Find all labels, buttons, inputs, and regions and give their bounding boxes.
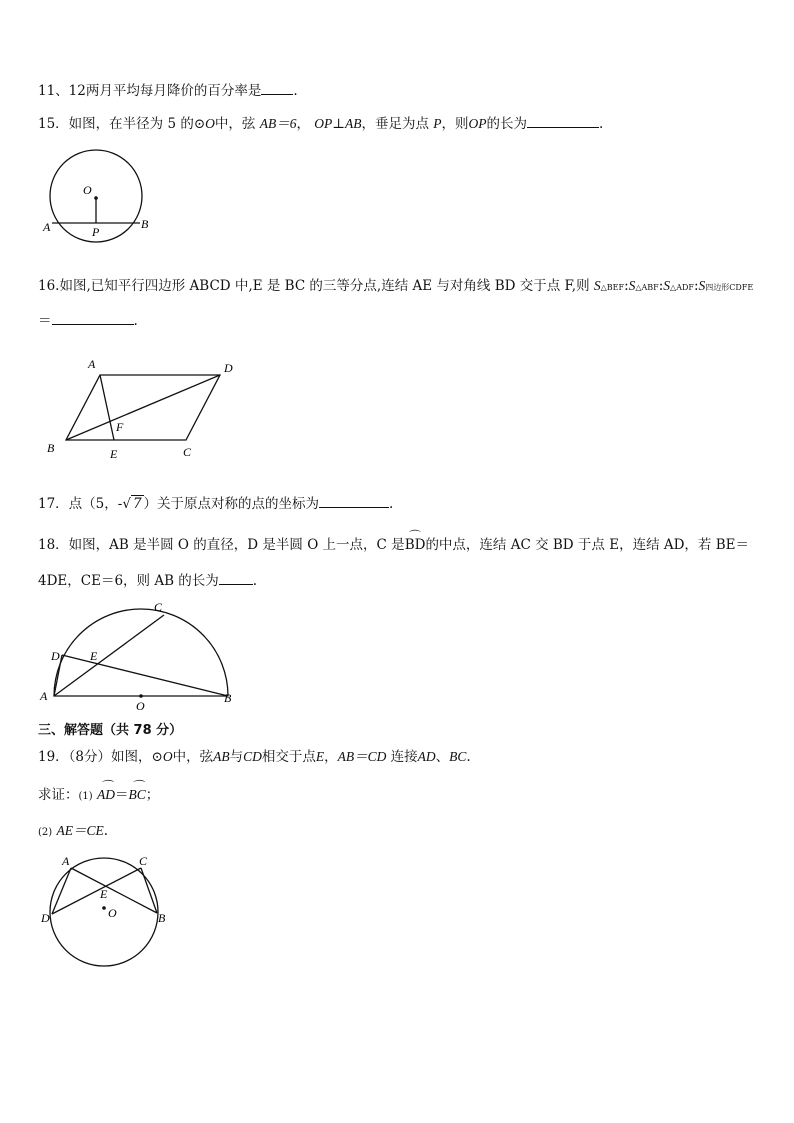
q19-mid1: 中，弦 <box>172 749 214 765</box>
q16-colon3: : <box>693 278 699 294</box>
q19-sep: 、 <box>435 749 450 765</box>
q16-eq: ＝ <box>38 313 52 329</box>
q11-end: . <box>293 83 298 99</box>
q15-mid3: ，则 <box>441 116 469 132</box>
q15-answer-blank[interactable] <box>527 115 599 128</box>
q15-label-A: A <box>43 220 51 234</box>
q15-label-O: O <box>83 183 92 197</box>
question-17 <box>38 495 393 513</box>
question-11 <box>38 82 298 100</box>
q18-label-A: A <box>40 689 48 703</box>
q16-text: 16.如图,已知平行四边形 ABCD 中,E 是 BC 的三等分点,连结 AE 与对角线 BD 交于点 F,则 <box>38 278 590 294</box>
question-19 <box>38 748 471 766</box>
q18-label-C: C <box>154 600 163 614</box>
q16-label-D: D <box>224 361 233 375</box>
q17-end: . <box>389 496 394 512</box>
q16-S1: S <box>593 278 601 293</box>
q18-figure <box>36 598 246 716</box>
q19-figure <box>38 850 178 994</box>
q19-label-B: B <box>158 911 166 925</box>
q15-label-P: P <box>92 225 100 239</box>
q16-answer-blank[interactable] <box>52 312 134 325</box>
q18-end: . <box>252 573 258 589</box>
question-18-line2 <box>38 572 257 590</box>
q19-part2-text: AE＝CE <box>56 823 104 838</box>
circle-symbol: ⊙ <box>193 116 206 132</box>
question-15 <box>38 115 603 133</box>
q19-label-A: A <box>62 854 70 868</box>
q16-S3: S <box>663 278 671 293</box>
circle-symbol: ⊙ <box>151 749 163 765</box>
q19-end: . <box>466 749 471 765</box>
q15-mid4: 的长为 <box>486 116 527 132</box>
q19-prove-line <box>38 786 159 806</box>
q19-mid2: 与 <box>229 749 244 765</box>
q19-prove-label: 求证： <box>38 787 79 803</box>
q16-label-C: C <box>183 445 192 459</box>
q18-answer-blank[interactable] <box>219 572 253 585</box>
q15-label-B: B <box>141 217 149 231</box>
q16-sub-adf: △ADF <box>670 283 694 292</box>
q19-comma: ， <box>324 749 338 765</box>
sqrt-sign: √ <box>122 496 131 512</box>
q16-label-A: A <box>88 357 96 371</box>
q19-CD: CD <box>243 749 262 764</box>
q17-prefix: 17．点（5，- <box>38 496 123 512</box>
q19-ab-eq-cd: AB＝CD <box>337 749 387 764</box>
q19-part2 <box>38 822 108 842</box>
q16-sub-bef: △BEF <box>600 283 625 292</box>
question-16 <box>38 277 753 297</box>
q16-label-B: B <box>47 441 55 455</box>
q15-mid1: 中，弦 <box>214 116 256 132</box>
q15-mid2: ，垂足为点 <box>361 116 429 132</box>
q16-figure <box>38 352 248 471</box>
q19-arc-bc: ⌒ BC <box>128 786 145 804</box>
q17-sqrt-value: 7 <box>132 496 142 512</box>
q19-mid3: 相交于点 <box>261 749 316 765</box>
q18-label-B: B <box>224 691 232 705</box>
q18-label-D: D <box>51 649 60 663</box>
q18-label-O: O <box>136 699 145 712</box>
q16-colon2: : <box>658 278 664 294</box>
q18-line1b: 的中点，连结 AC 交 BD 于点 E，连结 AD，若 BE＝ <box>425 537 750 553</box>
q19-AD: AD <box>417 749 436 764</box>
q18-label-E: E <box>90 649 98 663</box>
q19-label-O: O <box>108 906 117 920</box>
q19-part1-end: ； <box>145 787 160 803</box>
q19-prefix: 19．（8分）如图， <box>38 749 152 765</box>
q11-answer-blank[interactable] <box>261 82 293 95</box>
q18-line1a: 18．如图，AB 是半圆 O 的直径，D 是半圆 O 上一点，C 是 <box>38 537 405 553</box>
q16-label-E: E <box>110 447 118 461</box>
q15-op-perp: OP⊥AB <box>314 116 362 131</box>
q15-ab-eq: AB＝6 <box>259 116 297 131</box>
q15-P: P <box>433 116 442 131</box>
q15-figure <box>38 148 158 252</box>
q18-arc-bd: ⌒ BD <box>405 536 426 554</box>
q15-prefix: 15．如图，在半径为 5 的 <box>38 116 194 132</box>
q19-label-D: D <box>41 911 50 925</box>
q19-mid4: 连接 <box>390 749 418 765</box>
q19-BC: BC <box>449 749 467 764</box>
q19-part1-number: (1) <box>78 791 93 802</box>
q17-answer-blank[interactable] <box>319 495 389 508</box>
q19-part2-number: (2) <box>38 827 53 838</box>
question-18 <box>38 536 749 554</box>
q15-OP: OP <box>468 116 487 131</box>
question-16-line2 <box>38 312 138 330</box>
q16-S4: S <box>698 278 706 293</box>
q15-comma: ， <box>296 116 310 132</box>
q19-O: O <box>162 749 173 764</box>
q16-sub-cdfe: 四边形CDFE <box>705 283 754 292</box>
q16-label-F: F <box>116 420 124 434</box>
q18-line2: 4DE，CE＝6，则 AB 的长为 <box>38 573 219 589</box>
q17-mid: ）关于原点对称的点的坐标为 <box>143 496 320 512</box>
q16-sub-abf: △ABF <box>635 283 659 292</box>
q16-S2: S <box>628 278 636 293</box>
q19-arc-ad: ⌒ AD <box>97 786 115 804</box>
q19-label-E: E <box>100 887 108 901</box>
q19-E: E <box>315 749 325 764</box>
q19-label-C: C <box>139 854 148 868</box>
q16-end: . <box>133 313 138 329</box>
q16-colon1: : <box>624 278 629 294</box>
section-3-title: 三、解答题（共 78 分） <box>38 723 183 738</box>
q15-end: . <box>599 116 604 132</box>
q11-text: 11、12两月平均每月降价的百分率是 <box>38 83 262 99</box>
q19-part2-end: . <box>103 823 109 839</box>
q19-part1-eq: ＝ <box>114 787 129 803</box>
q15-O: O <box>205 116 215 131</box>
q19-AB: AB <box>213 749 230 764</box>
